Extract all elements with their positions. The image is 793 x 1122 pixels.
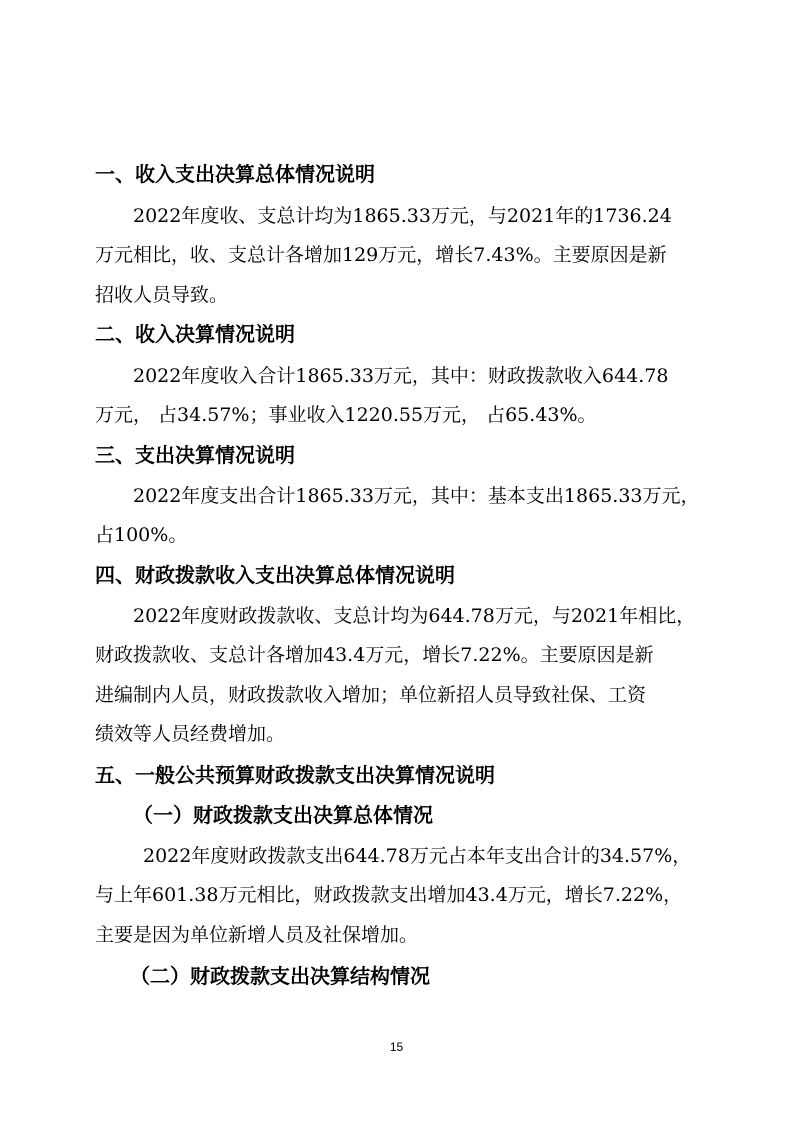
subsection-heading: （二）财政拨款支出决算结构情况 <box>130 964 430 988</box>
page-number: 15 <box>389 1040 404 1054</box>
paragraph-line: 2022年度财政拨款收、支总计均为644.78万元，与2021年相比， <box>133 605 696 627</box>
section-heading: 四、财政拨款收入支出决算总体情况说明 <box>95 563 455 587</box>
section-heading: 二、收入决算情况说明 <box>95 322 295 346</box>
section-heading: 五、一般公共预算财政拨款支出决算情况说明 <box>95 763 495 787</box>
paragraph-line: 主要是因为单位新增人员及社保增加。 <box>95 924 419 946</box>
paragraph-line: 2022年度财政拨款支出644.78万元占本年支出合计的34.57%， <box>143 845 692 867</box>
section-heading: 三、支出决算情况说明 <box>95 443 295 467</box>
paragraph-line: 与上年601.38万元相比，财政拨款支出增加43.4万元，增长7.22%， <box>95 884 683 906</box>
paragraph-line: 进编制内人员，财政拨款收入增加；单位新招人员导致社保、工资 <box>95 684 647 706</box>
subsection-heading: （一）财政拨款支出决算总体情况 <box>133 803 433 827</box>
paragraph-line: 万元相比，收、支总计各增加129万元，增长7.43%。主要原因是新 <box>95 244 667 266</box>
paragraph-line: 招收人员导致。 <box>95 284 229 306</box>
paragraph-line: 2022年度收入合计1865.33万元，其中：财政拨款收入644.78 <box>133 365 669 387</box>
paragraph-line: 财政拨款收、支总计各增加43.4万元，增长7.22%。主要原因是新 <box>95 644 654 666</box>
paragraph-line: 万元， 占34.57%；事业收入1220.55万元， 占65.43%。 <box>95 404 597 426</box>
section-heading: 一、收入支出决算总体情况说明 <box>95 162 375 186</box>
paragraph-line: 2022年度支出合计1865.33万元，其中：基本支出1865.33万元， <box>133 485 700 507</box>
paragraph-line: 绩效等人员经费增加。 <box>95 723 286 745</box>
paragraph-line: 占100%。 <box>95 524 188 546</box>
paragraph-line: 2022年度收、支总计均为1865.33万元，与2021年的1736.24 <box>133 205 672 227</box>
